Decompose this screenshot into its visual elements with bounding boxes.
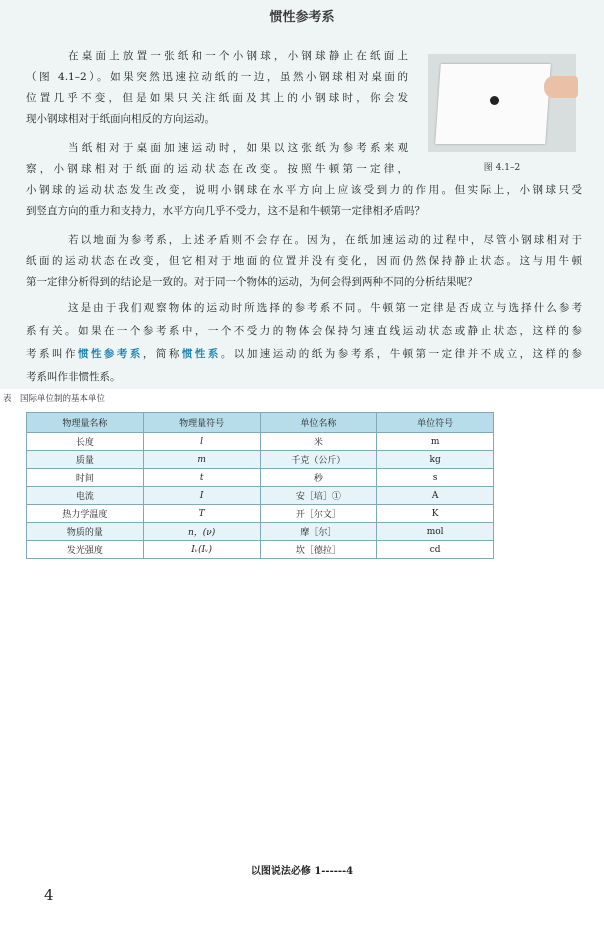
table-row xyxy=(27,451,494,469)
table-cell: T xyxy=(143,505,260,523)
table-cell: A xyxy=(377,487,494,505)
table-cell: 开［尔文］ xyxy=(260,505,377,523)
table-cell: 米 xyxy=(260,433,377,451)
table-header-row xyxy=(27,413,494,433)
text-segment: 考系叫作 xyxy=(26,348,78,360)
keyword-inertial-frame: 惯性系 xyxy=(181,348,221,360)
table-row xyxy=(27,487,494,505)
table-cell: 时间 xyxy=(27,469,144,487)
paragraph-4-line-1: 这是由于我们观察物体的运动时所选择的参考系不同。牛顿第一定律是否成立与选择什么参考 xyxy=(68,302,582,314)
table-cell: kg xyxy=(377,451,494,469)
page-number: 4 xyxy=(44,886,54,904)
table-cell: m xyxy=(377,433,494,451)
table-cell: m xyxy=(143,451,260,469)
paragraph-1-line-3: 位置几乎不变，但是如果只关注纸面及其上的小钢球时，你会发 xyxy=(26,92,408,104)
table-cell: 坎［德拉］ xyxy=(260,541,377,559)
table-cell: 热力学温度 xyxy=(27,505,144,523)
table-cell: l xyxy=(143,433,260,451)
table-caption: 表 国际单位制的基本单位 xyxy=(3,394,106,404)
paragraph-3-line-2: 纸面的运动状态在改变，但它相对于地面的位置并没有变化，因而仍然保持静止状态。这与用牛顿 xyxy=(26,255,582,267)
paragraph-4-line-3 xyxy=(26,344,582,365)
table-cell: s xyxy=(377,469,494,487)
table-cell: cd xyxy=(377,541,494,559)
table-cell: Iᵥ(Iᵥ) xyxy=(143,541,260,559)
keyword-inertial-reference-frame: 惯性参考系 xyxy=(77,348,143,360)
paragraph-2-line-1: 当纸相对于桌面加速运动时，如果以这张纸为参考系来观 xyxy=(68,142,408,154)
table-cell: 质量 xyxy=(27,451,144,469)
table-row xyxy=(27,523,494,541)
table-cell: 秒 xyxy=(260,469,377,487)
si-units-table xyxy=(26,412,494,559)
table-cell: 物质的量 xyxy=(27,523,144,541)
text-segment: ，简称 xyxy=(142,348,182,360)
paragraph-4-line-4: 考系叫作非惯性系。 xyxy=(26,371,121,383)
paragraph-2-line-2: 察，小钢球相对于纸面的运动状态在改变。按照牛顿第一定律， xyxy=(26,163,408,175)
footer-text: 以图说法必修 1------4 xyxy=(250,866,354,877)
paragraph-3-line-3: 第一定律分析得到的结论是一致的。对于同一个物体的运动，为何会得到两种不同的分析结果呢？ xyxy=(26,276,478,288)
table-cell: 摩［尔］ xyxy=(260,523,377,541)
table-cell: 长度 xyxy=(27,433,144,451)
table-cell: 千克（公斤） xyxy=(260,451,377,469)
table-row xyxy=(27,469,494,487)
table-cell: 电流 xyxy=(27,487,144,505)
figure-caption: 图 4.1–2 xyxy=(483,163,521,173)
paragraph-1-line-4: 现小钢球相对于纸面向相反的方向运动。 xyxy=(26,113,215,125)
text-segment: 。以加速运动的纸为参考系，牛顿第一定律并不成立，这样的参 xyxy=(220,348,583,360)
paragraph-4-line-2: 系有关。如果在一个参考系中，一个不受力的物体会保持匀速直线运动状态或静止状态，这样的参 xyxy=(26,325,582,337)
figure-photo xyxy=(428,54,576,152)
column-header: 单位符号 xyxy=(377,413,494,433)
table-cell: mol xyxy=(377,523,494,541)
steel-ball xyxy=(490,96,499,105)
table-row xyxy=(27,505,494,523)
table-cell: 安［培］① xyxy=(260,487,377,505)
column-header: 物理量符号 xyxy=(143,413,260,433)
table-row xyxy=(27,541,494,559)
paragraph-2-line-3: 小钢球的运动状态发生改变，说明小钢球在水平方向上应该受到力的作用。但实际上，小钢球只受 xyxy=(26,184,582,196)
column-header: 物理量名称 xyxy=(27,413,144,433)
table-cell: K xyxy=(377,505,494,523)
table-cell: t xyxy=(143,469,260,487)
column-header: 单位名称 xyxy=(260,413,377,433)
paragraph-2-line-4: 到竖直方向的重力和支持力，水平方向几乎不受力，这不是和牛顿第一定律相矛盾吗？ xyxy=(26,205,425,217)
paragraph-1-line-1: 在桌面上放置一张纸和一个小钢球，小钢球静止在纸面上 xyxy=(68,50,408,62)
section-title: 惯性参考系 xyxy=(269,10,335,25)
table-cell: 发光强度 xyxy=(27,541,144,559)
hand xyxy=(544,76,578,98)
paragraph-1-line-2: （图 4.1–2）。如果突然迅速拉动纸的一边，虽然小钢球相对桌面的 xyxy=(26,71,408,83)
paragraph-3-line-1: 若以地面为参考系，上述矛盾则不会存在。因为，在纸加速运动的过程中，尽管小钢球相对于 xyxy=(68,234,582,246)
table-cell: I xyxy=(143,487,260,505)
table-row xyxy=(27,433,494,451)
table-cell: n，(ν) xyxy=(143,523,260,541)
